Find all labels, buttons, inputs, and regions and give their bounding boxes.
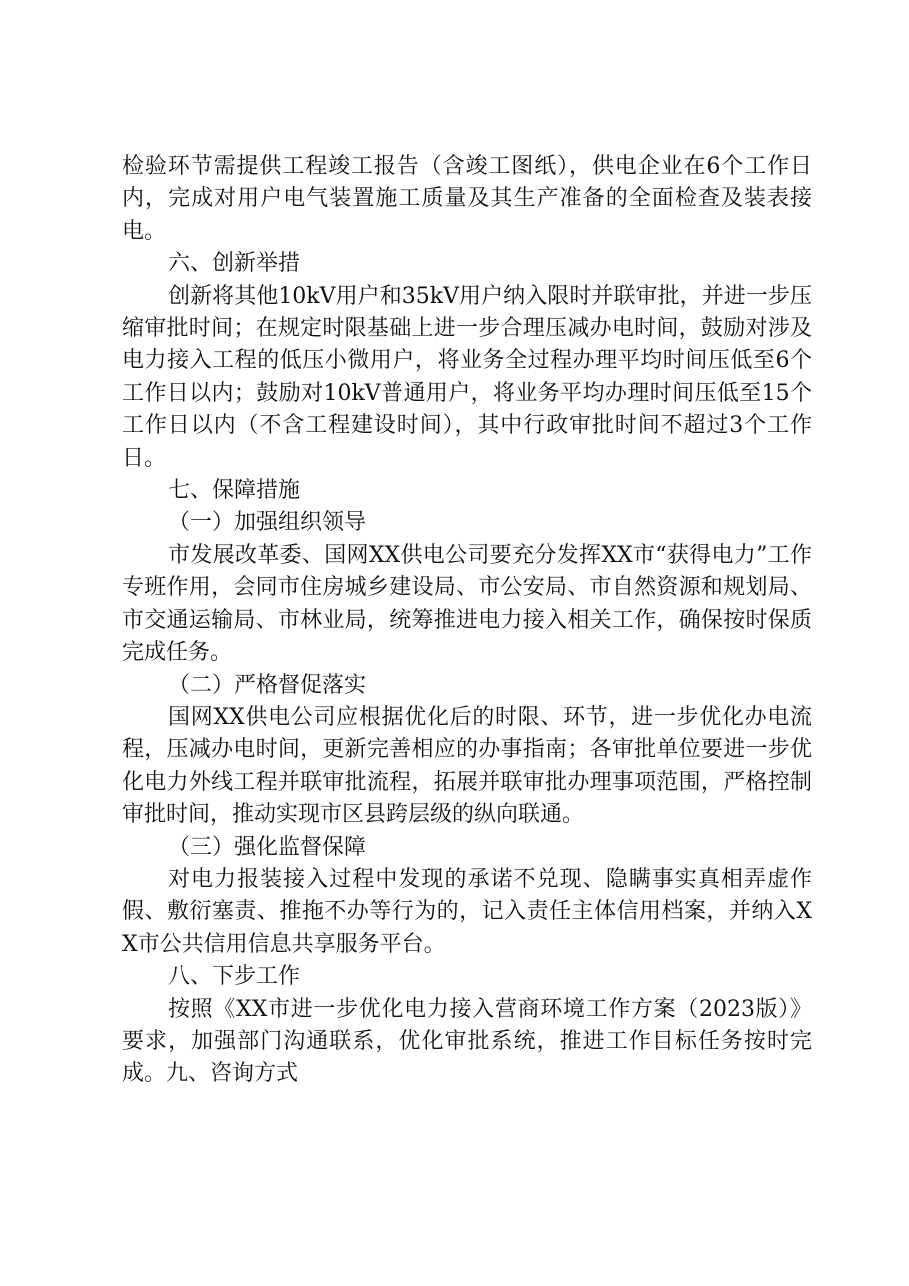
- paragraph: 市发展改革委、国网XX供电公司要充分发挥XX市“获得电力”工作专班作用，会同市住房城乡建设局、市公安局、市自然资源和规划局、市交通运输局、市林业局，统筹推进电力接入相关工作，确保按时保质完成任务。: [122, 542, 812, 666]
- paragraph-continued: 检验环节需提供工程竣工报告（含竣工图纸），供电企业在6个工作日内，完成对用户电气装置施工质量及其生产准备的全面检查及装表接电。: [122, 154, 812, 244]
- subsection-heading-3: （三）强化监督保障: [168, 834, 367, 860]
- section-heading-6: 六、创新举措: [168, 251, 301, 277]
- paragraph: 国网XX供电公司应根据优化后的时限、环节，进一步优化办电流程，压减办电时间，更新完善相应的办事指南；各审批单位要进一步优化电力外线工程并联审批流程，拓展并联审批办理事项范围，严格控制审批时间，推动实现市区县跨层级的纵向联通。: [122, 704, 812, 828]
- paragraph: 按照《XX市进一步优化电力接入营商环境工作方案（2023版）》要求，加强部门沟通联系，优化审批系统，推进工作目标任务按时完成。九、咨询方式: [122, 996, 812, 1087]
- subsection-heading-1: （一）加强组织领导: [168, 510, 367, 536]
- document-body: [122, 151, 812, 1091]
- paragraph: 创新将其他10kV用户和35kV用户纳入限时并联审批，并进一步压缩审批时间；在规定时限基础上进一步合理压减办电时间，鼓励对涉及电力接入工程的低压小微用户，将业务全过程办理平均时间压低至6个工作日以内；鼓励对10kV普通用户，将业务平均办理时间压低至15个工作日以内（不含工程建设时间），其中行政审批时间不超过3个工作日。: [122, 283, 812, 471]
- paragraph: 对电力报装接入过程中发现的承诺不兑现、隐瞒事实真相弄虚作假、敷衍塞责、推拖不办等行为的，记入责任主体信用档案，并纳入XX市公共信用信息共享服务平台。: [122, 866, 812, 957]
- section-heading-7: 七、保障措施: [168, 478, 301, 504]
- section-heading-8: 八、下步工作: [168, 964, 301, 990]
- subsection-heading-2: （二）严格督促落实: [168, 672, 367, 698]
